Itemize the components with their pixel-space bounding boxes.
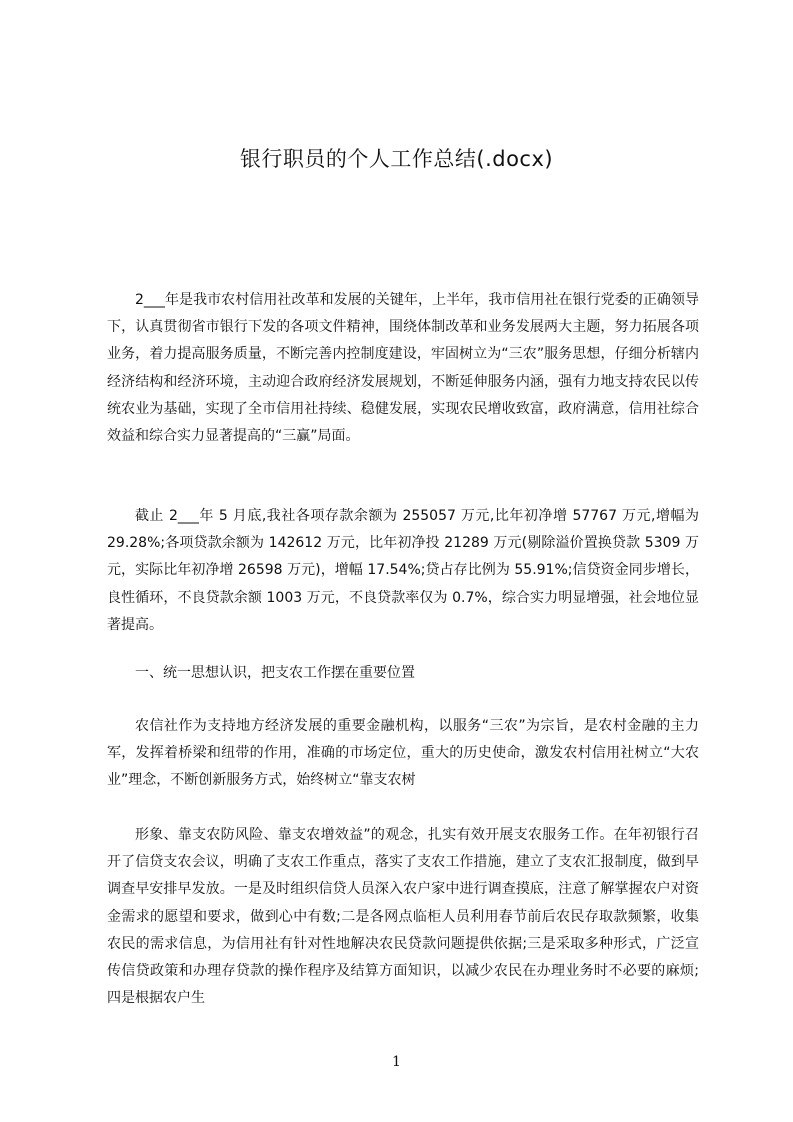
- paragraph-role: 农信社作为支持地方经济发展的重要金融机构，以服务“三农”为宗旨，是农村金融的主力军，发挥着桥梁和纽带的作用，准确的市场定位，重大的历史使命，激发农村信用社树立“大农业”理念，不断创新服务方式，始终树立“靠支农树: [107, 718, 699, 789]
- paragraph-measures: 形象、靠支农防风险、靠支农增效益”的观念，扎实有效开展支农服务工作。在年初银行召开了信贷支农会议，明确了支农工作重点，落实了支农工作措施，建立了支农汇报制度，做到早调查早安排早发放。一是及时组织信贷人员深入农户家中进行调查摸底，注意了解掌握农户对资金需求的愿望和要求，做到心中有数;二是各网点临柜人员利用春节前后农民存取款频繁，收集农民的需求信息，为信用社有针对性地解决农民贷款问题提供依据;三是采取多种形式，广泛宣传信贷政策和办理存贷款的操作程序及结算方面知识，以减少农民在办理业务时不必要的麻烦;四是根据农户生: [107, 827, 699, 1007]
- paragraph-statistics: 截止 2___年 5 月底,我社各项存款余额为 255057 万元,比年初净增 57767 万元,增幅为 29.28%;各项贷款余额为 142612 万元，比年初净投 21289 万元(剔除溢价置换贷款 5309 万元，实际比年初净增 26598 万元)，增幅 17.54%;贷占存比例为 55.91%;信贷资金同步增长，良性循环，不良贷款余额 1003 万元，不良贷款率仅为 0.7%，综合实力明显增强，社会地位显著提高。: [107, 508, 699, 633]
- section-heading: 一、统一思想认识，把支农工作摆在重要位置: [135, 665, 415, 681]
- paragraph-intro: 2___年是我市农村信用社改革和发展的关键年，上半年，我市信用社在银行党委的正确领导下，认真贯彻省市银行下发的各项文件精神，围绕体制改革和业务发展两大主题，努力拓展各项业务，着力提高服务质量，不断完善内控制度建设，牢固树立为“三农”服务思想，仔细分析辖内经济结构和经济环境，主动迎合政府经济发展规划，不断延伸服务内涵，强有力地支持农民以传统农业为基础，实现了全市信用社持续、稳健发展，实现农民增收致富，政府满意，信用社综合效益和综合实力显著提高的“三赢”局面。: [107, 292, 699, 445]
- document-title: 银行职员的个人工作总结(.docx): [239, 147, 554, 171]
- page-number: 1: [392, 1054, 401, 1070]
